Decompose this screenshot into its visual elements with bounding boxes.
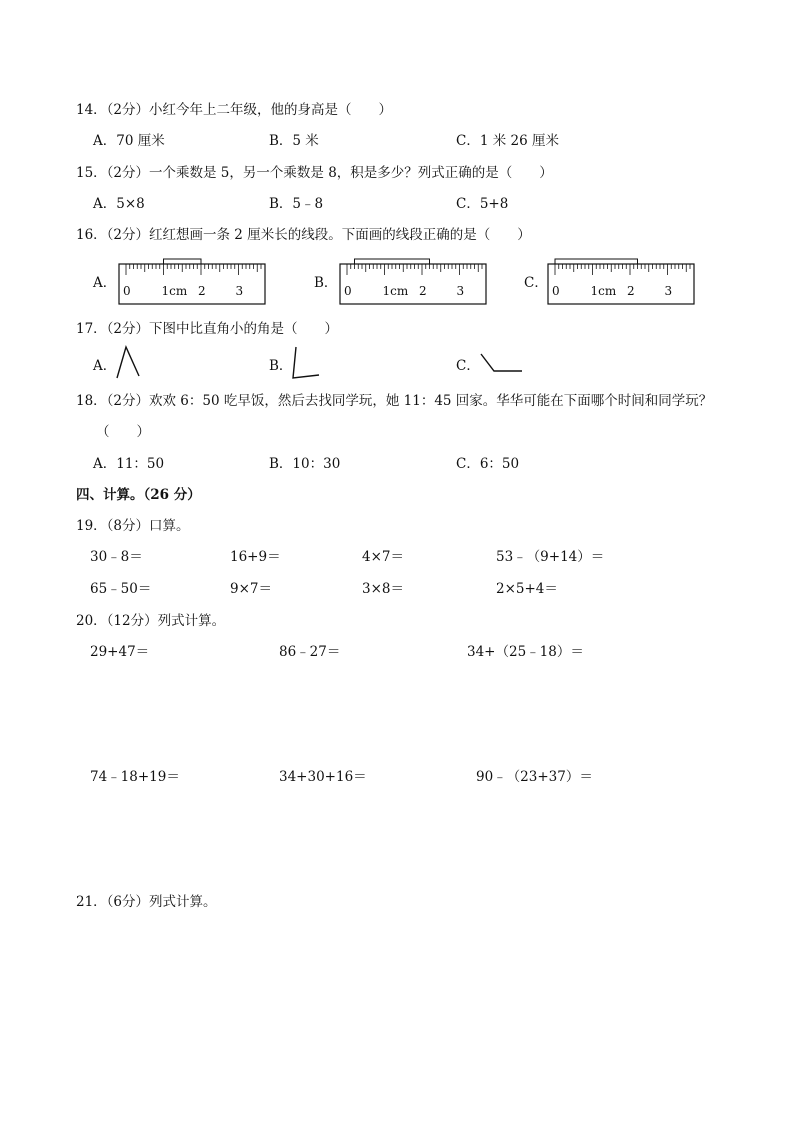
q14-stem: 14．（2分）小红今年上二年级，他的身高是（ ）	[76, 102, 393, 118]
q20-item: 86﹣27＝	[279, 644, 341, 660]
q17-option-c[interactable]: C．	[456, 358, 480, 374]
q20-item: 34+（25﹣18）＝	[467, 644, 584, 660]
q19-item: 2×5+4＝	[496, 581, 558, 597]
q18-answer-paren: （ ）	[96, 424, 150, 440]
q14-option-b[interactable]: B．5 米	[269, 133, 319, 149]
drawn-segment	[555, 259, 638, 264]
q20-item: 90﹣（23+37）＝	[476, 769, 593, 785]
ruler-label: 0	[552, 284, 560, 298]
q19-item: 16+9＝	[230, 549, 281, 565]
angle-c-image	[478, 352, 526, 376]
q17-stem: 17．（2分）下图中比直角小的角是（ ）	[76, 321, 339, 337]
q18-option-b[interactable]: B．10：30	[269, 456, 341, 472]
q15-stem: 15．（2分）一个乘数是 5，另一个乘数是 8，积是多少？列式正确的是（ ）	[76, 165, 553, 181]
ruler-label: 1cm	[161, 284, 188, 298]
ruler-label: 2	[198, 284, 206, 298]
drawn-segment	[164, 259, 202, 264]
q18-option-c[interactable]: C．6：50	[456, 456, 520, 472]
q19-stem: 19．（8分）口算。	[76, 518, 190, 534]
q17-option-a[interactable]: A．	[93, 358, 117, 374]
q14-option-c[interactable]: C．1 米 26 厘米	[456, 133, 559, 149]
q15-option-b[interactable]: B．5﹣8	[269, 196, 324, 212]
ruler-label: 3	[456, 284, 465, 298]
angle-a-image	[114, 344, 144, 380]
ruler-label: 3	[235, 284, 244, 298]
ruler-a-image	[117, 257, 267, 305]
ruler-c-image	[546, 257, 696, 305]
q21-stem: 21．（6分）列式计算。	[76, 894, 217, 910]
q18-option-a[interactable]: A．11：50	[93, 456, 165, 472]
angle-b-image	[288, 344, 324, 380]
q17-option-b[interactable]: B．	[269, 358, 293, 374]
q15-option-c[interactable]: C．5+8	[456, 196, 509, 212]
q20-stem: 20．（12分）列式计算。	[76, 613, 226, 629]
ruler-label: 0	[344, 284, 352, 298]
q14-option-a[interactable]: A．70 厘米	[93, 133, 165, 149]
q20-item: 29+47＝	[90, 644, 150, 660]
q16-stem: 16．（2分）红红想画一条 2 厘米长的线段。下面画的线段正确的是（ ）	[76, 227, 531, 243]
ruler-label: 2	[627, 284, 635, 298]
q16-option-b[interactable]: B．	[314, 275, 338, 291]
ruler-label: 2	[419, 284, 427, 298]
q16-option-c[interactable]: C．	[524, 275, 548, 291]
q20-item: 74﹣18+19＝	[90, 769, 180, 785]
q20-item: 34+30+16＝	[279, 769, 367, 785]
q15-option-a[interactable]: A．5×8	[93, 196, 145, 212]
ruler-label: 3	[664, 284, 673, 298]
q19-item: 53﹣（9+14）＝	[496, 549, 605, 565]
ruler-label: 1cm	[590, 284, 617, 298]
q19-item: 4×7＝	[362, 549, 404, 565]
section-4-heading: 四、计算。（26 分）	[76, 487, 201, 503]
q19-item: 3×8＝	[362, 581, 404, 597]
q18-stem: 18．（2分）欢欢 6：50 吃早饭，然后去找同学玩，她 11：45 回家。华华可能在下面哪个时间和同学玩？	[76, 393, 713, 409]
q19-item: 9×7＝	[230, 581, 272, 597]
q19-item: 30﹣8＝	[90, 549, 143, 565]
ruler-label: 1cm	[382, 284, 409, 298]
q19-item: 65﹣50＝	[90, 581, 152, 597]
ruler-label: 0	[123, 284, 131, 298]
drawn-segment	[355, 259, 430, 264]
q16-option-a[interactable]: A．	[93, 275, 117, 291]
ruler-b-image	[338, 257, 488, 305]
